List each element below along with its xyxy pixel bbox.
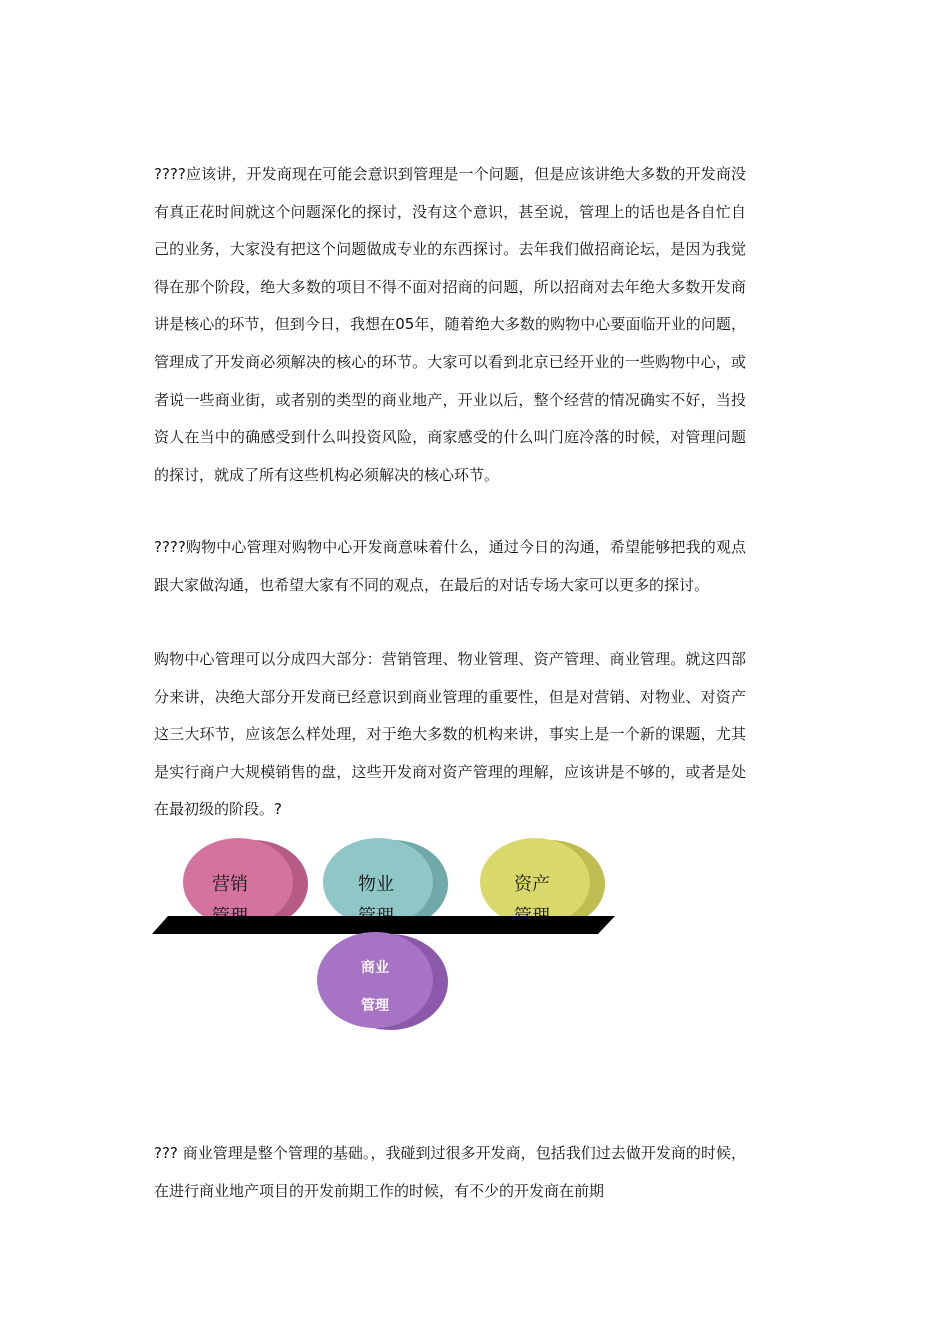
- disc-marketing: [183, 838, 308, 928]
- paragraph-3: 购物中心管理可以分成四大部分：营销管理、物业管理、资产管理、商业管理。就这四部分来讲，决绝大部分开发商已经意识到商业管理的重要性，但是对营销、对物业、对资产这三大环节，应该怎么样处理，对于绝大多数的机构来讲，事实上是一个新的课题，尤其是实行商户大规模销售的盘，这些开发商对资产管理的理解，应该讲是不够的，或者是处在最初级的阶段。?: [154, 650, 746, 819]
- management-diagram: [150, 832, 620, 1032]
- disc-property: [323, 838, 448, 928]
- paragraph-2: ????购物中心管理对购物中心开发商意味着什么，通过今日的沟通，希望能够把我的观点跟大家做沟通，也希望大家有不同的观点，在最后的对话专场大家可以更多的探讨。: [154, 538, 746, 594]
- management-diagram-svg: [150, 832, 620, 1032]
- paragraph-4: ??? 商业管理是整个管理的基础。，我碰到过很多开发商，包括我们过去做开发商的时候，在进行商业地产项目的开发前期工作的时候，有不少的开发商在前期: [154, 1144, 746, 1200]
- disc-property-label: 物业: [358, 874, 394, 895]
- disc-marketing-label: 营销: [212, 874, 248, 895]
- support-bar: [152, 916, 615, 934]
- disc-asset-label: 资产: [514, 874, 550, 895]
- disc-asset: [480, 838, 605, 928]
- disc-commercial: [317, 932, 448, 1030]
- paragraph-1: ????应该讲，开发商现在可能会意识到管理是一个问题，但是应该讲绝大多数的开发商没有真正花时间就这个问题深化的探讨，没有这个意识，甚至说，管理上的话也是各自忙自己的业务，大家没有把这个问题做成专业的东西探讨。去年我们做招商论坛，是因为我觉得在那个阶段，绝大多数的项目不得不面对招商的问题，所以招商对去年绝大多数开发商讲是核心的环节，但到今日，我想在05年，随着绝大多数的购物中心要面临开业的问题，管理成了开发商必须解决的核心的环节。大家可以看到北京已经开业的一些购物中心，或者说一些商业街，或者别的类型的商业地产，开业以后，整个经营的情况确实不好，当投资人在当中的确感受到什么叫投资风险，商家感受的什么叫门庭冷落的时候，对管理问题的探讨，就成了所有这些机构必须解决的核心环节。: [154, 165, 746, 484]
- disc-commercial-label-1: 商业: [361, 960, 389, 976]
- disc-commercial-label-2: 管理: [361, 998, 389, 1014]
